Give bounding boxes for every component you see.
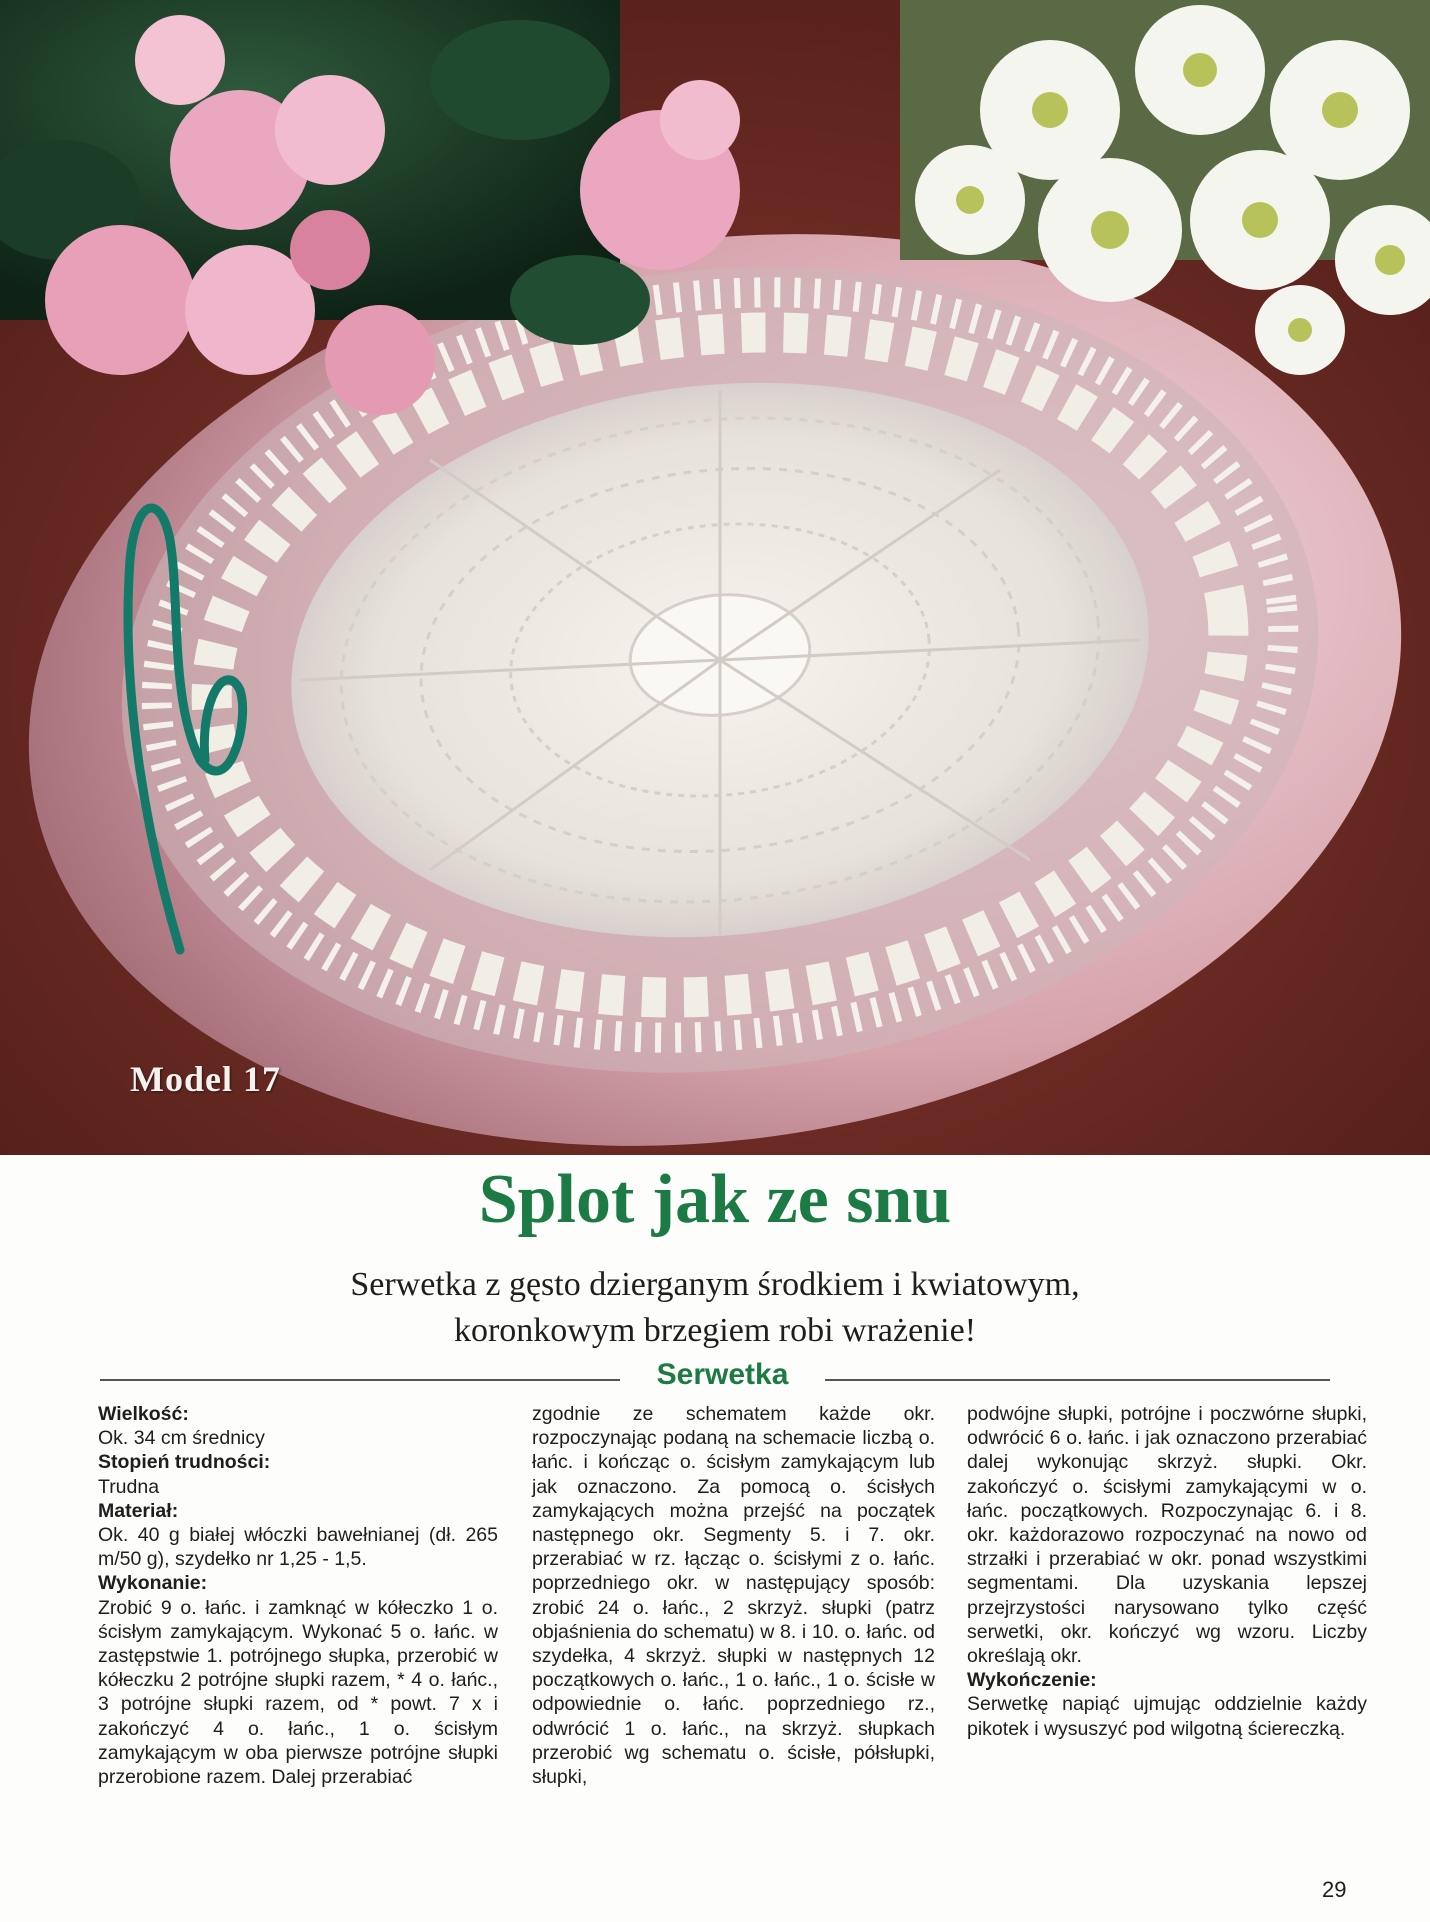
size-heading: Wielkość: (98, 1403, 189, 1425)
text-column-3 (967, 1402, 1367, 1741)
instructions-heading: Wykonanie: (98, 1572, 208, 1595)
section-header (0, 1358, 1430, 1398)
finishing-heading: Wykończenie: (967, 1669, 1097, 1692)
subtitle-line-2: koronkowym brzegiem robi wrażenie! (453, 1312, 977, 1349)
difficulty-heading: Stopień trudności: (98, 1451, 271, 1474)
section-rule-right (825, 1379, 1330, 1381)
material-text: Ok. 40 g białej włóczki bawełnianej (dł. 265 m/50 g), szydełko nr 1,25 - 1,5. (98, 1524, 498, 1571)
article-subtitle (140, 1262, 1290, 1354)
size-text: Ok. 34 cm średnicy (98, 1427, 265, 1450)
section-rule-left (100, 1379, 620, 1381)
difficulty-text: Trudna (98, 1475, 160, 1498)
material-heading: Materiał: (98, 1499, 179, 1522)
instructions-text: Zrobić 9 o. łańc. i zamknąć w kółeczko 1 o. ścisłym zamykającym. Wykonać 5 o. łańc. w zastępstwie 1. potrójnego słupka, przerobić w kółeczku 2 potrójne słupki razem, * 4 o. łańc., 3 potrójne słupki razem, od * powt. 7 x i zakończyć 4 o. łańc., 1 o. ścisłym zamykającym w oba pierwsze potrójne słupki przerobione razem. Dalej przerabiać (98, 1596, 498, 1789)
text-column-2 (532, 1402, 935, 1789)
finishing-text: Serwetkę napiąć ujmując oddzielnie każdy pikotek i wysuszyć pod wilgotną ściereczką. (967, 1693, 1367, 1740)
article-title: Splot jak ze snu (478, 1161, 952, 1238)
instructions-end: podwójne słupki, potrójne i poczwórne słupki, odwrócić 6 o. łańc. i jak oznaczono przerabiać dalej wykonując skrzyż. słupki. Okr. zakończyć o. ścisłymi zamykającymi w o. łańc. początkowych. Rozpoczynając 6. i 8. okr. każdorazowo rozpoczynać na nowo od strzałki i przerabiać w okr. ponad wszystkimi segmentami. Dla uzyskania lepszej przejrzystości narysowano tylko część serwetki, okr. kończyć wg wzoru. Liczby określają okr. (967, 1403, 1367, 1668)
model-label: Model 17 (130, 1059, 281, 1099)
instructions-continued: zgodnie ze schematem każde okr. rozpoczynając podaną na schemacie liczbą o. łańc. i kończąc o. ścisłym zamykającym lub jak oznaczono. Za pomocą o. ścisłych zamykających można przejść na początek następnego okr. Segmenty 5. i 7. okr. przerabiać w rz. łącząc o. ścisłymi z o. łańc. poprzedniego okr. w następujący sposób: zrobić 24 o. łańc., 2 skrzyż. słupki (patrz objaśnienia do schematu) w 8. i 10. o. łańc. od szydełka, 4 skrzyż. słupki w następnych 12 początkowych o. łańc., 1 o. łańc., 1 o. ścisłe w odpowiednie o. łańc. poprzedniego rz., odwrócić 1 o. łańc., na skrzyż. słupkach przerobić wg schematu o. ścisłe, półsłupki, słupki, (532, 1403, 935, 1789)
section-title: Serwetka (656, 1358, 789, 1391)
page-number: 29 (1322, 1877, 1347, 1902)
subtitle-line-1: Serwetka z gęsto dzierganym środkiem i kwiatowym, (350, 1266, 1080, 1303)
text-column-1 (98, 1402, 498, 1789)
